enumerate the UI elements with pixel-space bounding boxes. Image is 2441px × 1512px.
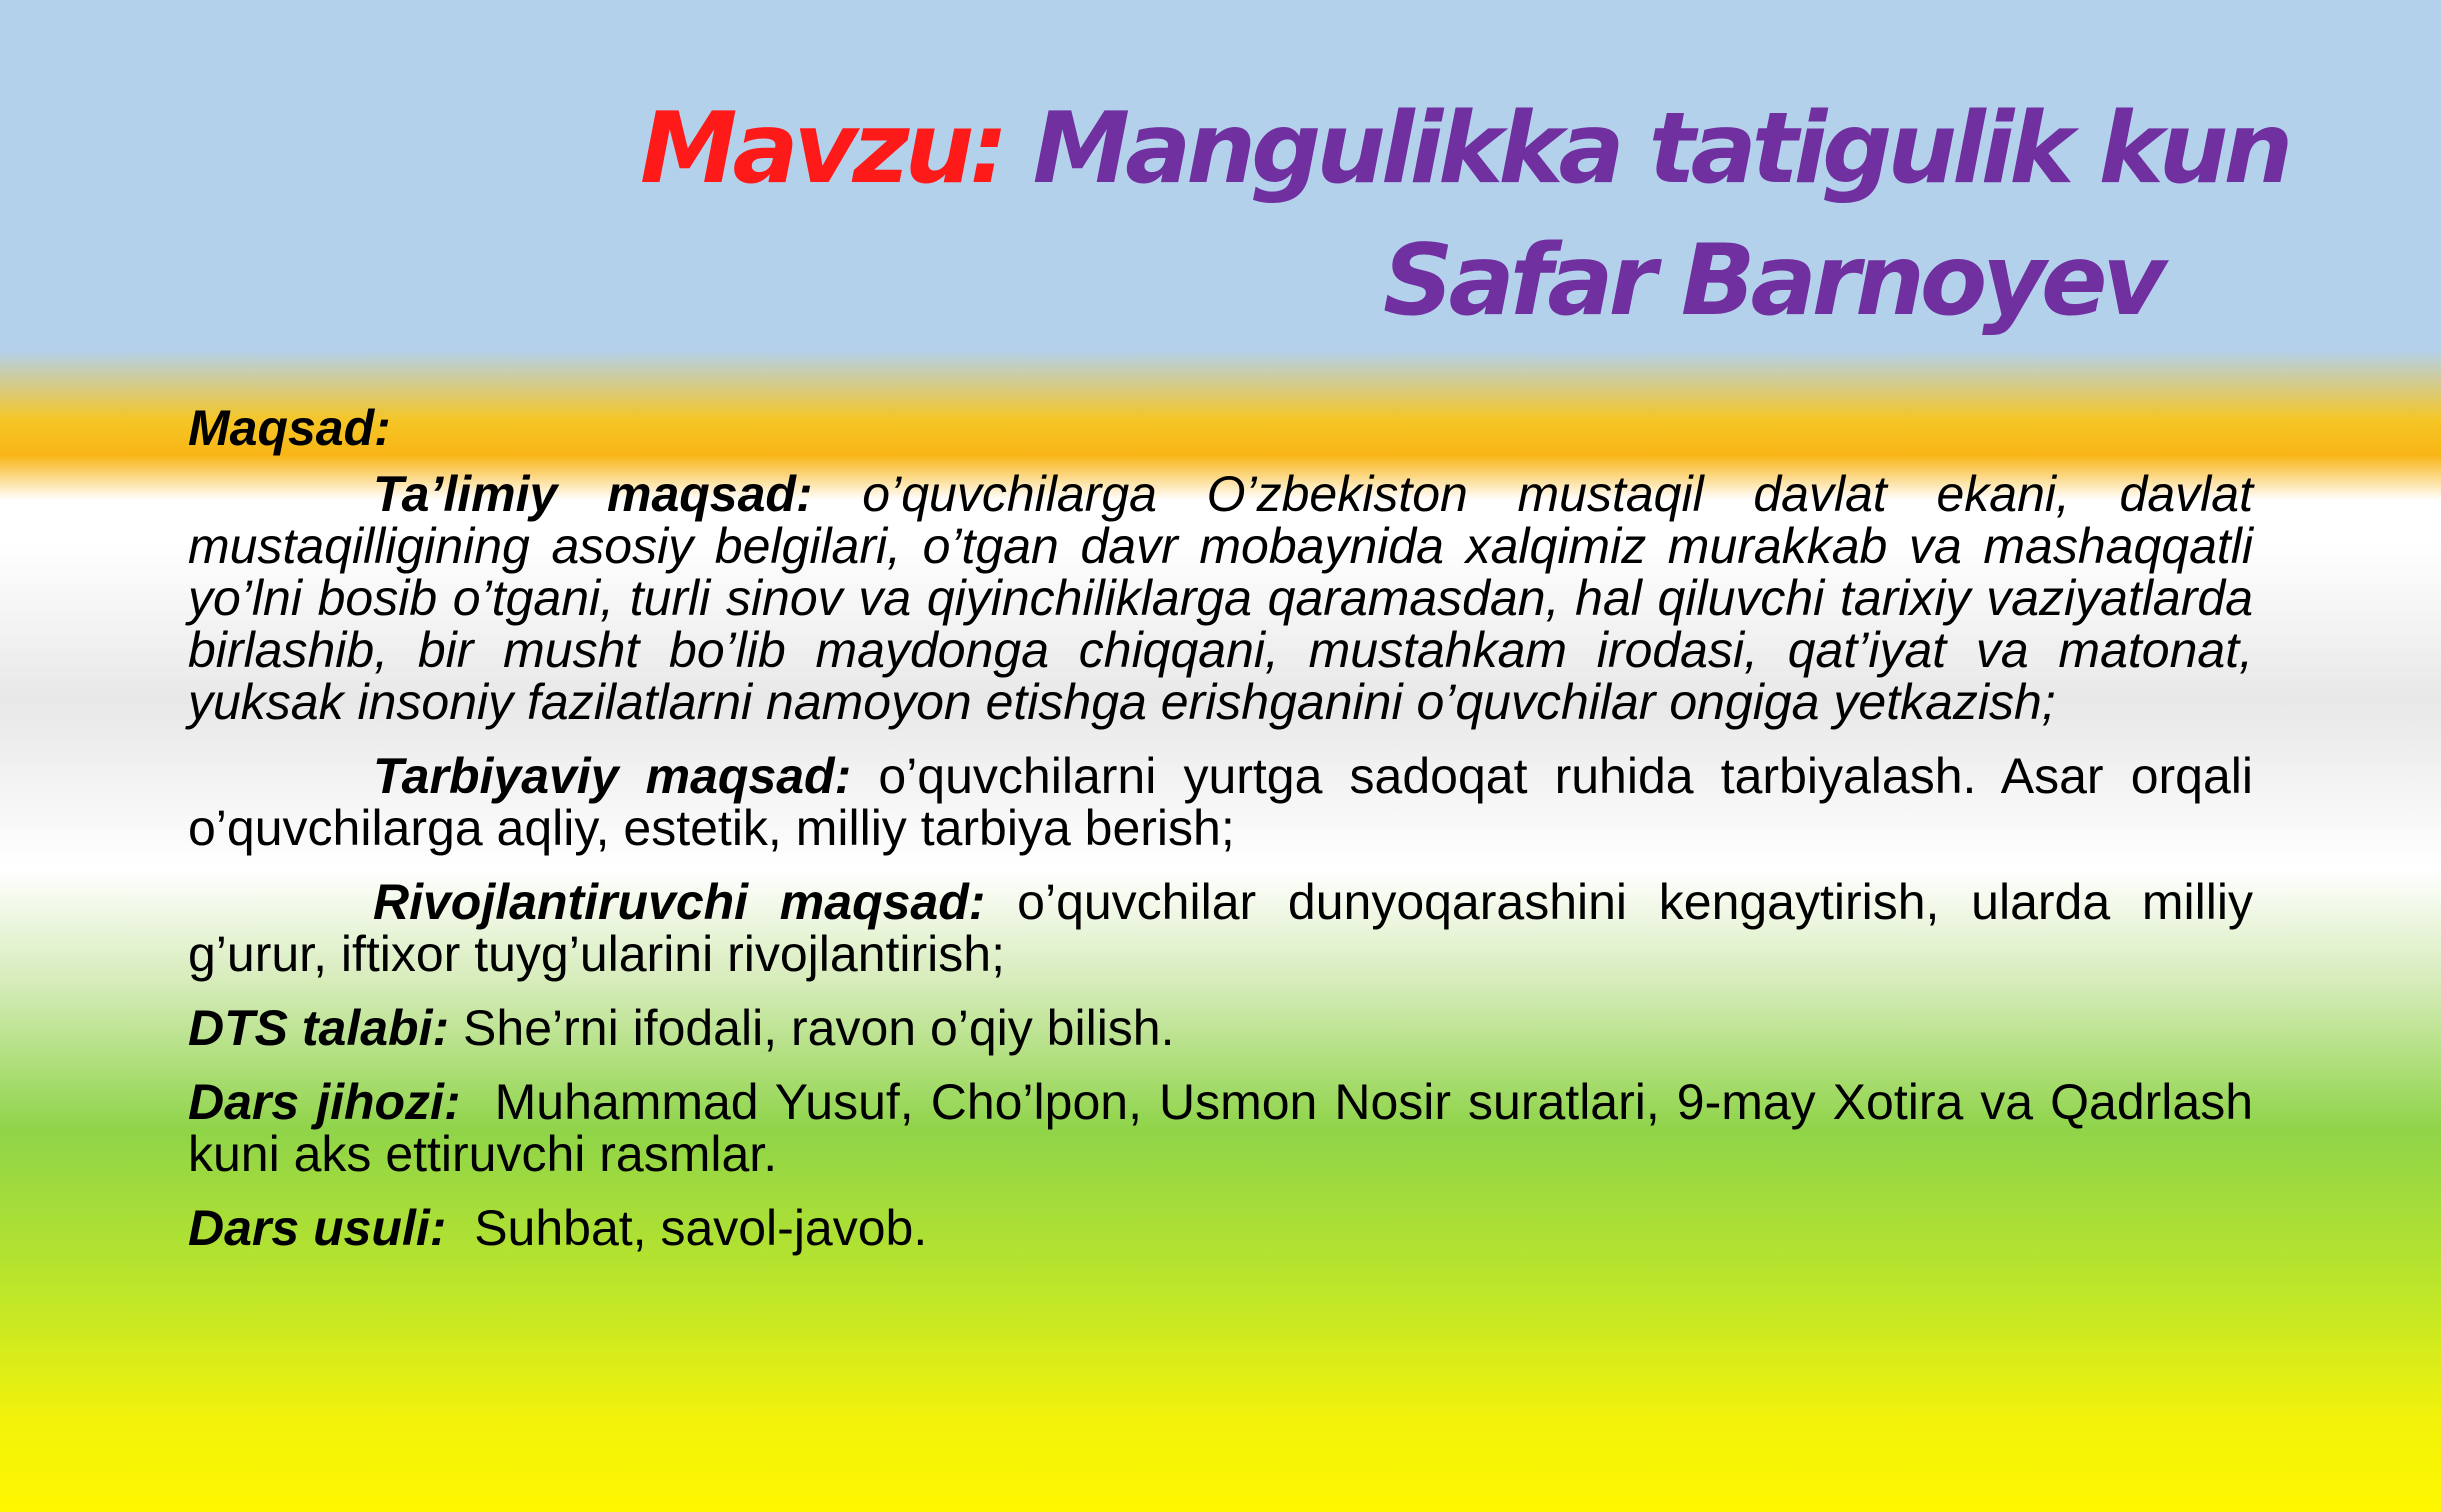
equipment-label: Dars jihozi: [188,1074,461,1130]
method-label: Dars usuli: [188,1200,447,1256]
author-name: Safar Barnoyev [1383,224,2162,338]
slide-title [640,92,2289,206]
developmental-goal [188,876,2253,980]
method-text: Suhbat, savol-javob. [446,1200,928,1256]
upbringing-goal-label: Tarbiyaviy maqsad: [373,748,852,804]
dts-text: She’rni ifodali, ravon o’qiy bilish. [449,1000,1175,1056]
developmental-goal-text: o’quvchilar dunyoqarashini kengaytirish, ularda milliy g’urur, iftixor tuyg’ularini rivojlantirish; [188,874,2253,982]
lesson-equipment [188,1074,2267,1182]
developmental-goal-label: Rivojlantiruvchi maqsad: [373,874,986,930]
lesson-content [188,400,2267,1256]
educational-goal [188,468,2253,728]
goal-heading: Maqsad: [188,400,391,456]
dts-label: DTS talabi: [188,1000,450,1056]
topic-value: Mangulikka tatigulik kun [1003,92,2289,206]
educational-goal-text: o’quvchilarga O’zbekiston mustaqil davlat ekani, davlat mustaqilligining asosiy belgilari, o’tgan davr mobaynida xalqimiz murakkab va mashaqqatli yo’lni bosib o’tgani, turli sinov va qiyinchiliklarga qaramasdan, hal qiluvchi tarixiy vaziyatlarda birlashib, bir musht bo’lib maydonga chiqqani, mustahkam irodasi, qat’iyat va matonat, yuksak insoniy fazilatlarni namoyon etishga erishganini o’quvchilar ongiga yetkazish; [188,466,2253,730]
upbringing-goal [188,750,2253,854]
educational-goal-label: Ta’limiy maqsad: [373,466,813,522]
upbringing-goal-text: o’quvchilarni yurtga sadoqat ruhida tarbiyalash. Asar orqali o’quvchilarga aqliy, estetik, milliy tarbiya berish; [188,748,2254,856]
equipment-text: Muhammad Yusuf, Cho’lpon, Usmon Nosir suratlari, 9-may Xotira va Qadrlash kuni aks ettiruvchi rasmlar. [188,1074,2267,1182]
lesson-method [188,1202,2253,1254]
topic-label: Mavzu: [640,92,1004,206]
dts-requirement [188,1002,2253,1054]
